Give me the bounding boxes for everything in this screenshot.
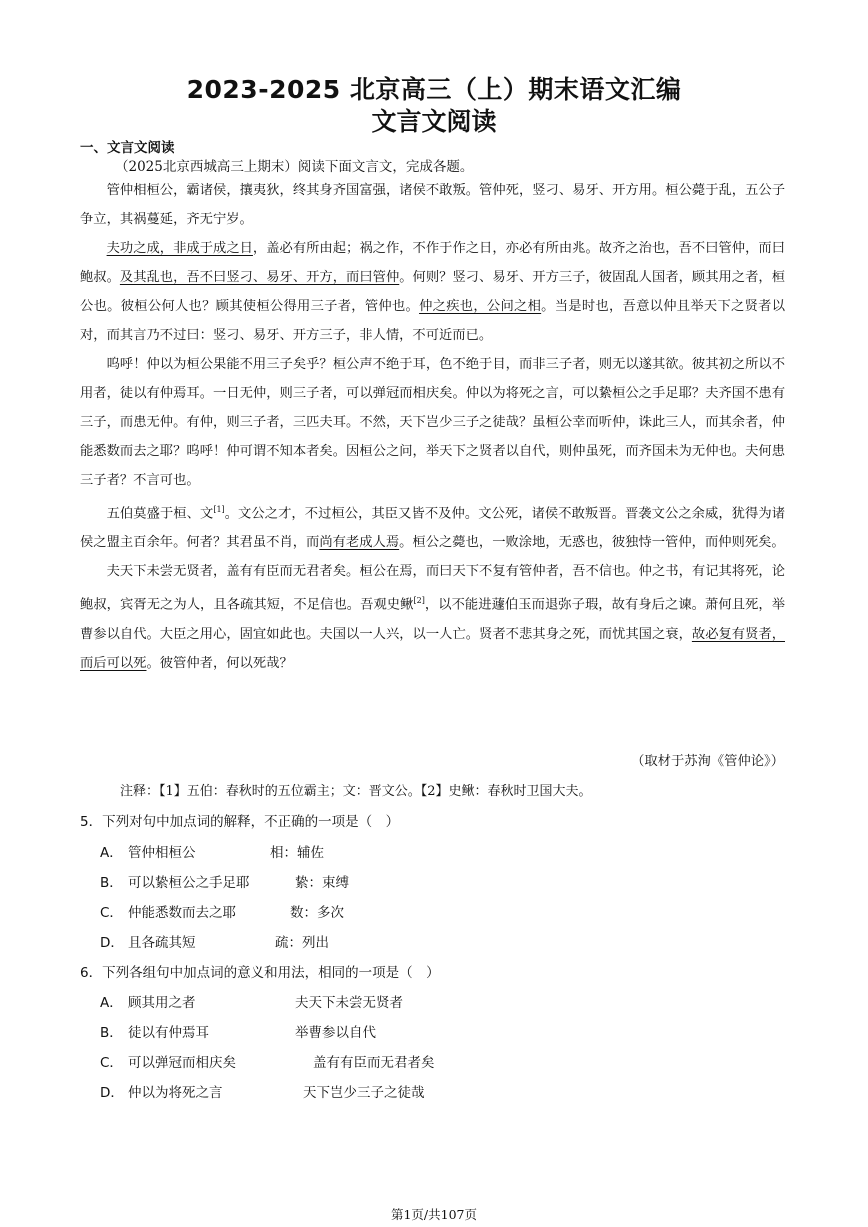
passage-paragraph-5: [80, 557, 785, 677]
option-sentence: 管仲相桓公: [128, 845, 196, 861]
option-sentence: 可以絷桓公之手足耶: [128, 875, 250, 891]
option-gloss: 相：辅佐: [270, 845, 324, 861]
option-left: 徒以有仲焉耳: [128, 1025, 209, 1041]
underlined-sentence: 及其乱也，吾不曰竖刁、易牙、开方，而曰管仲: [119, 270, 400, 285]
passage-text: 五伯莫盛于桓、文: [106, 506, 214, 522]
option-letter: C．: [100, 905, 123, 921]
page-footer: 第1页/共107页: [390, 1207, 478, 1222]
option-right: 夫天下未尝无贤者: [295, 995, 403, 1011]
question-6-stem: 6．下列各组句中加点词的意义和用法，相同的一项是（ ）: [80, 965, 440, 981]
option-gloss: 数：多次: [290, 905, 344, 921]
option-left: 顾其用之者: [128, 995, 196, 1011]
option-right: 盖有有臣而无君者矣: [313, 1055, 435, 1071]
option-sentence: 且各疏其短: [128, 935, 196, 951]
passage-text: 。彼管仲者，何以死哉？: [146, 655, 293, 671]
option-letter: D．: [100, 935, 124, 951]
option-sentence: 仲能悉数而去之耶: [128, 905, 236, 921]
underlined-sentence: 夫功之成，非成于成之日: [106, 241, 253, 256]
passage-paragraph-1: 管仲相桓公，霸诸侯，攘夷狄，终其身齐国富强，诸侯不敢叛。管仲死，竖刁、易牙、开方用。桓公薨于乱，五公子争立，其祸蔓延，齐无宁岁。: [80, 183, 785, 227]
footnotes: 注释：【1】五伯：春秋时的五位霸主；文：晋文公。【2】史鳅：春秋时卫国大夫。: [120, 784, 592, 799]
underlined-sentence: 仲之疾也，公问之相: [419, 299, 542, 314]
section-heading: 一、文言文阅读: [80, 140, 175, 156]
passage-text: ，盖必有所由起；祸之作，不作于作之日，亦必有所由兆。故齐之治也，吾不曰管仲，而曰鲍叔。: [80, 241, 786, 285]
passage-paragraph-4: [80, 495, 785, 557]
option-letter: B．: [100, 1025, 123, 1041]
option-left: 可以弹冠而相庆矣: [128, 1055, 236, 1071]
option-letter: A．: [100, 845, 123, 861]
question-intro: （2025北京西城高三上期末）阅读下面文言文，完成各题。: [115, 159, 474, 175]
question-5-stem: 5．下列对句中加点词的解释，不正确的一项是（ ）: [80, 814, 400, 830]
option-right: 天下岂少三子之徒哉: [303, 1085, 425, 1101]
passage-text: 。当是时也，吾意以仲且举天下之贤者以对，而其言乃不过曰：竖刁、易牙、开方三子，非人情，不可近而已。: [80, 299, 786, 343]
passage-paragraph-3: 呜呼！仲以为桓公果能不用三子矣乎？桓公声不绝于耳，色不绝于目，而非三子者，则无以遂其欲。彼其初之所以不用者，徒以有仲焉耳。一日无仲，则三子者，可以弹冠而相庆矣。仲以为将死之言，可以絷桓公之手足耶？夫齐国不患有三子，而患无仲。有仲，则三子者，三匹夫耳。不然，天下岂少三子之徒哉？虽桓公幸而听仲，诛此三人，而其余者，仲能悉数而去之耶？呜呼！仲可谓不知本者矣。因桓公之问，举天下之贤者以自代，则仲虽死，而齐国未为无仲也。夫何患三子者？不言可也。: [80, 357, 785, 488]
option-letter: C．: [100, 1055, 123, 1071]
passage-text: 。何则？竖刁、易牙、开方三子，彼固乱人国者，顾其用之者，桓公也。彼桓公何人也？顾其使桓公得用三子者，管仲也。: [80, 270, 786, 314]
underlined-sentence: 故必复有贤者，而后可以死: [80, 626, 785, 671]
option-letter: B．: [100, 875, 123, 891]
underlined-sentence: 尚有老成人焉: [319, 535, 400, 551]
option-gloss: 絷：束缚: [295, 875, 349, 891]
option-left: 仲以为将死之言: [128, 1085, 223, 1101]
document-title: 2023-2025 北京高三（上）期末语文汇编: [186, 75, 682, 104]
document-subtitle: 文言文阅读: [371, 107, 497, 136]
source-citation: （取材于苏洵《管仲论》）: [631, 754, 784, 769]
passage-text: 夫天下未尝无贤者，盖有有臣而无君者矣。桓公在焉，而曰天下不复有管仲者，吾不信也。仲之书，有记其将死，论鲍叔，宾胥无之为人，且各疏其短，不足信也。吾观史鳅: [80, 564, 785, 613]
passage-text: 。文公之才，不过桓公，其臣又皆不及仲。文公死，诸侯不敢叛晋。晋袭文公之余威，犹得为诸侯之盟主百余年。何者？其君虽不肖，而: [80, 506, 786, 551]
passage-paragraph-2: [80, 234, 785, 350]
passage-text: 。桓公之薨也，一败涂地，无惑也，彼独恃一管仲，而仲则死矣。: [399, 535, 785, 551]
option-letter: D．: [100, 1085, 124, 1101]
option-letter: A．: [100, 995, 123, 1011]
option-gloss: 疏：列出: [275, 935, 329, 951]
footnote-marker: [2]: [413, 596, 425, 606]
passage-text: ，以不能进蘧伯玉而退弥子瑕，故有身后之谏。萧何且死，举曹参以自代。大臣之用心，固宜如此也。夫国以一人兴，以一人亡。贤者不悲其身之死，而忧其国之衰，: [80, 597, 786, 642]
footnote-marker: [1]: [213, 505, 225, 514]
option-right: 举曹参以自代: [295, 1025, 376, 1041]
passage: [80, 176, 785, 678]
